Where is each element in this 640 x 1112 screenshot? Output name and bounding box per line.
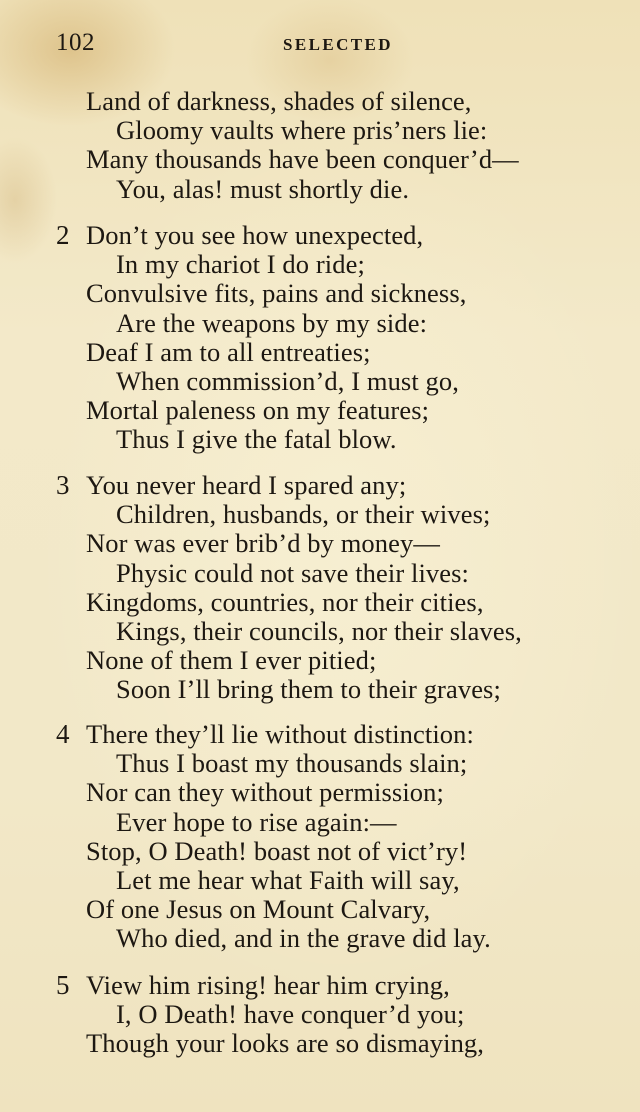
stanza-5 [0, 971, 640, 1059]
stanza-number: 2 [56, 220, 70, 250]
verse-line: Who died, and in the grave did lay. [116, 923, 491, 954]
verse-line: Thus I boast my thousands slain; [116, 748, 468, 779]
verse-line: You, alas! must shortly die. [116, 173, 410, 204]
stanza-4 [0, 720, 640, 954]
verse-line: Land of darkness, shades of silence, [86, 86, 472, 116]
verse-line: You never heard I spared any; [86, 470, 407, 500]
page-number: 102 [56, 29, 95, 56]
verse-line: Convulsive fits, pains and sickness, [86, 278, 467, 309]
verse-line: Nor was ever brib’d by money— [86, 528, 440, 559]
stanza-continuation [0, 87, 640, 204]
stanza-number: 4 [56, 719, 70, 749]
verse-line: View him rising! hear him crying, [86, 970, 450, 1000]
verse-line: Many thousands have been conquer’d— [86, 144, 519, 175]
verse-line: Of one Jesus on Mount Calvary, [86, 894, 431, 925]
verse-line: I, O Death! have conquer’d you; [116, 999, 465, 1030]
stanza-2 [0, 221, 640, 455]
stanza-number: 5 [56, 970, 70, 1000]
verse-line: Nor can they without permission; [86, 777, 444, 808]
verse-line: There they’ll lie without distinction: [86, 719, 474, 749]
verse-line: Mortal paleness on my features; [86, 395, 430, 426]
verse-line: Gloomy vaults where pris’ners lie: [116, 115, 488, 146]
verse-line: Let me hear what Faith will say, [116, 864, 460, 895]
running-head: SELECTED [283, 35, 393, 54]
verse-line: When commission’d, I must go, [116, 365, 459, 396]
verse-line: In my chariot I do ride; [116, 249, 365, 280]
stanza-3 [0, 471, 640, 705]
verse-line: Are the weapons by my side: [116, 307, 428, 338]
verse-line: Kingdoms, countries, nor their cities, [86, 586, 484, 617]
verse-line: Ever hope to rise again:— [116, 806, 397, 837]
stanza-number: 3 [56, 470, 70, 500]
verse-line: Children, husbands, or their wives; [116, 499, 491, 530]
verse-line: Physic could not save their lives: [116, 557, 469, 588]
verse-line: Deaf I am to all entreaties; [86, 336, 371, 367]
verse-line: Don’t you see how unexpected, [86, 220, 424, 250]
verse-line: Soon I’ll bring them to their graves; [116, 674, 501, 705]
verse-line: Though your looks are so dismaying, [86, 1028, 485, 1059]
verse-line: Stop, O Death! boast not of vict’ry! [86, 835, 468, 866]
verse-line: None of them I ever pitied; [86, 645, 377, 676]
verse-line: Thus I give the fatal blow. [116, 424, 397, 455]
verse-line: Kings, their councils, nor their slaves, [116, 615, 522, 646]
